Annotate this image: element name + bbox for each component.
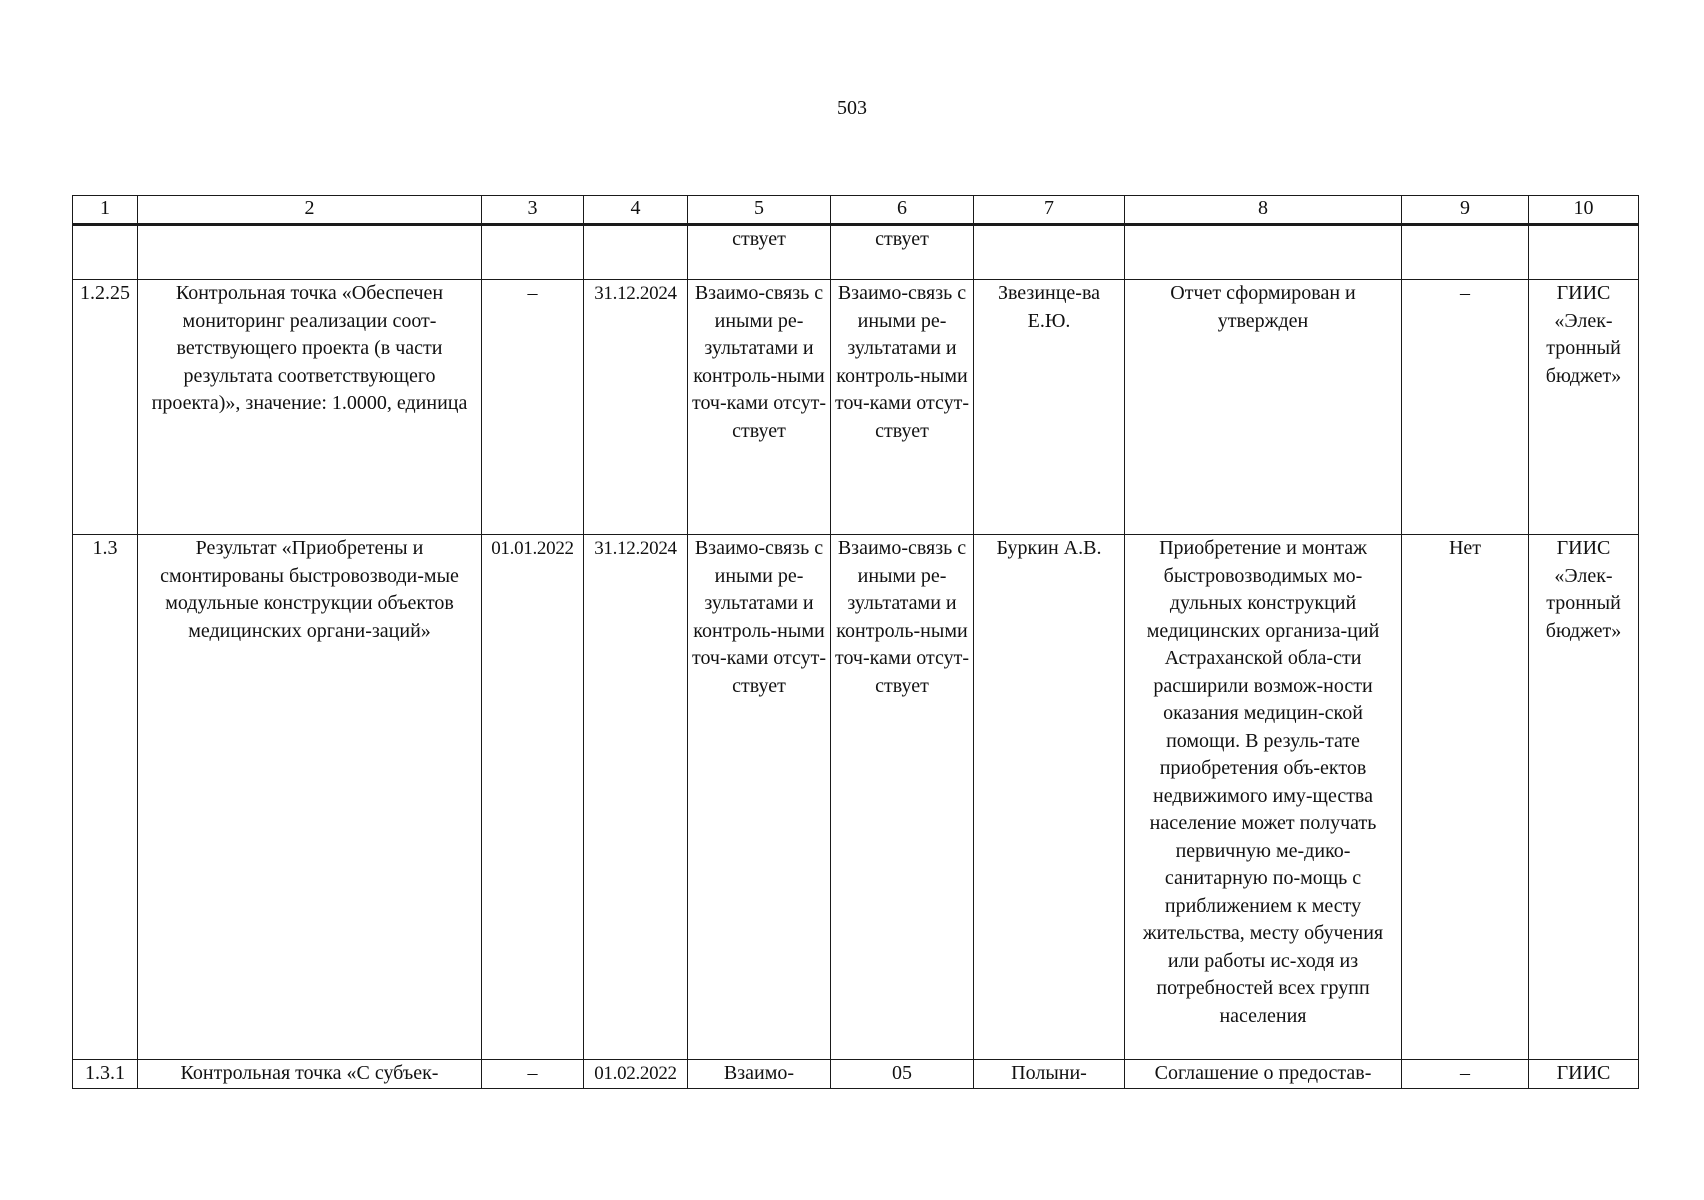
cell-start-date: 01.01.2022 [482,535,584,1060]
cell-number: 1.3.1 [73,1060,138,1089]
table-row-1-3 [73,535,1639,1060]
header-col-3: 3 [482,196,584,225]
cell-successors: Взаимо-связь с иными ре-зультатами и контроль-ными точ-ками отсут-ствует [831,280,974,535]
cell-start-date: – [482,1060,584,1089]
cell-document: Отчет сформирован и утвержден [1125,280,1402,535]
cell-responsible [974,225,1125,280]
cell-predecessors: Взаимо-связь с иными ре-зультатами и контроль-ными точ-ками отсут-ствует [688,280,831,535]
cell-end-date: 01.02.2022 [584,1060,688,1089]
cell-name: Контрольная точка «С субъек- [138,1060,482,1089]
cell-system [1529,225,1639,280]
cell-predecessors: ствует [688,225,831,280]
cell-responsible: Буркин А.В. [974,535,1125,1060]
header-col-4: 4 [584,196,688,225]
cell-flag [1402,225,1529,280]
header-col-6: 6 [831,196,974,225]
cell-start-date [482,225,584,280]
cell-successors: 05 [831,1060,974,1089]
cell-number: 1.3 [73,535,138,1060]
cell-responsible: Звезинце-ва Е.Ю. [974,280,1125,535]
cell-responsible: Полыни- [974,1060,1125,1089]
cell-system: ГИИС «Элек-тронный бюджет» [1529,535,1639,1060]
cell-document: Соглашение о предостав- [1125,1060,1402,1089]
cell-predecessors: Взаимо-связь с иными ре-зультатами и контроль-ными точ-ками отсут-ствует [688,535,831,1060]
header-col-9: 9 [1402,196,1529,225]
cell-end-date: 31.12.2024 [584,535,688,1060]
table-row-1-2-25 [73,280,1639,535]
header-col-8: 8 [1125,196,1402,225]
header-col-1: 1 [73,196,138,225]
cell-name: Контрольная точка «Обеспечен мониторинг реализации соот-ветствующего проекта (в части результата соответствующего проекта)», значение: 1.0000, единица [138,280,482,535]
cell-number [73,225,138,280]
header-col-10: 10 [1529,196,1639,225]
table-row-continuation [73,225,1639,280]
cell-predecessors: Взаимо- [688,1060,831,1089]
cell-name: Результат «Приобретены и смонтированы быстровозводи-мые модульные конструкции объектов медицинских органи-заций» [138,535,482,1060]
header-col-2: 2 [138,196,482,225]
cell-end-date: 31.12.2024 [584,280,688,535]
cell-name [138,225,482,280]
header-row [73,196,1639,225]
table-row-1-3-1 [73,1060,1639,1089]
cell-system: ГИИС «Элек-тронный бюджет» [1529,280,1639,535]
cell-flag: – [1402,280,1529,535]
cell-flag: – [1402,1060,1529,1089]
header-col-7: 7 [974,196,1125,225]
cell-system: ГИИС [1529,1060,1639,1089]
header-col-5: 5 [688,196,831,225]
cell-start-date: – [482,280,584,535]
cell-end-date [584,225,688,280]
cell-successors: ствует [831,225,974,280]
cell-document [1125,225,1402,280]
cell-successors: Взаимо-связь с иными ре-зультатами и контроль-ными точ-ками отсут-ствует [831,535,974,1060]
cell-document: Приобретение и монтаж быстровозводимых мо-дульных конструкций медицинских организа-ций Астраханской обла-сти расширили возмож-ности оказания медицин-ской помощи. В резуль-тате приобретения объ-ектов недвижимого иму-щества население может получать первичную ме-дико-санитарную по-мощь с приближением к месту жительства, месту обучения или работы ис-ходя из потребностей всех групп населения [1125,535,1402,1060]
cell-flag: Нет [1402,535,1529,1060]
cell-number: 1.2.25 [73,280,138,535]
page-number: 503 [837,97,867,119]
plan-table [72,195,1639,1089]
